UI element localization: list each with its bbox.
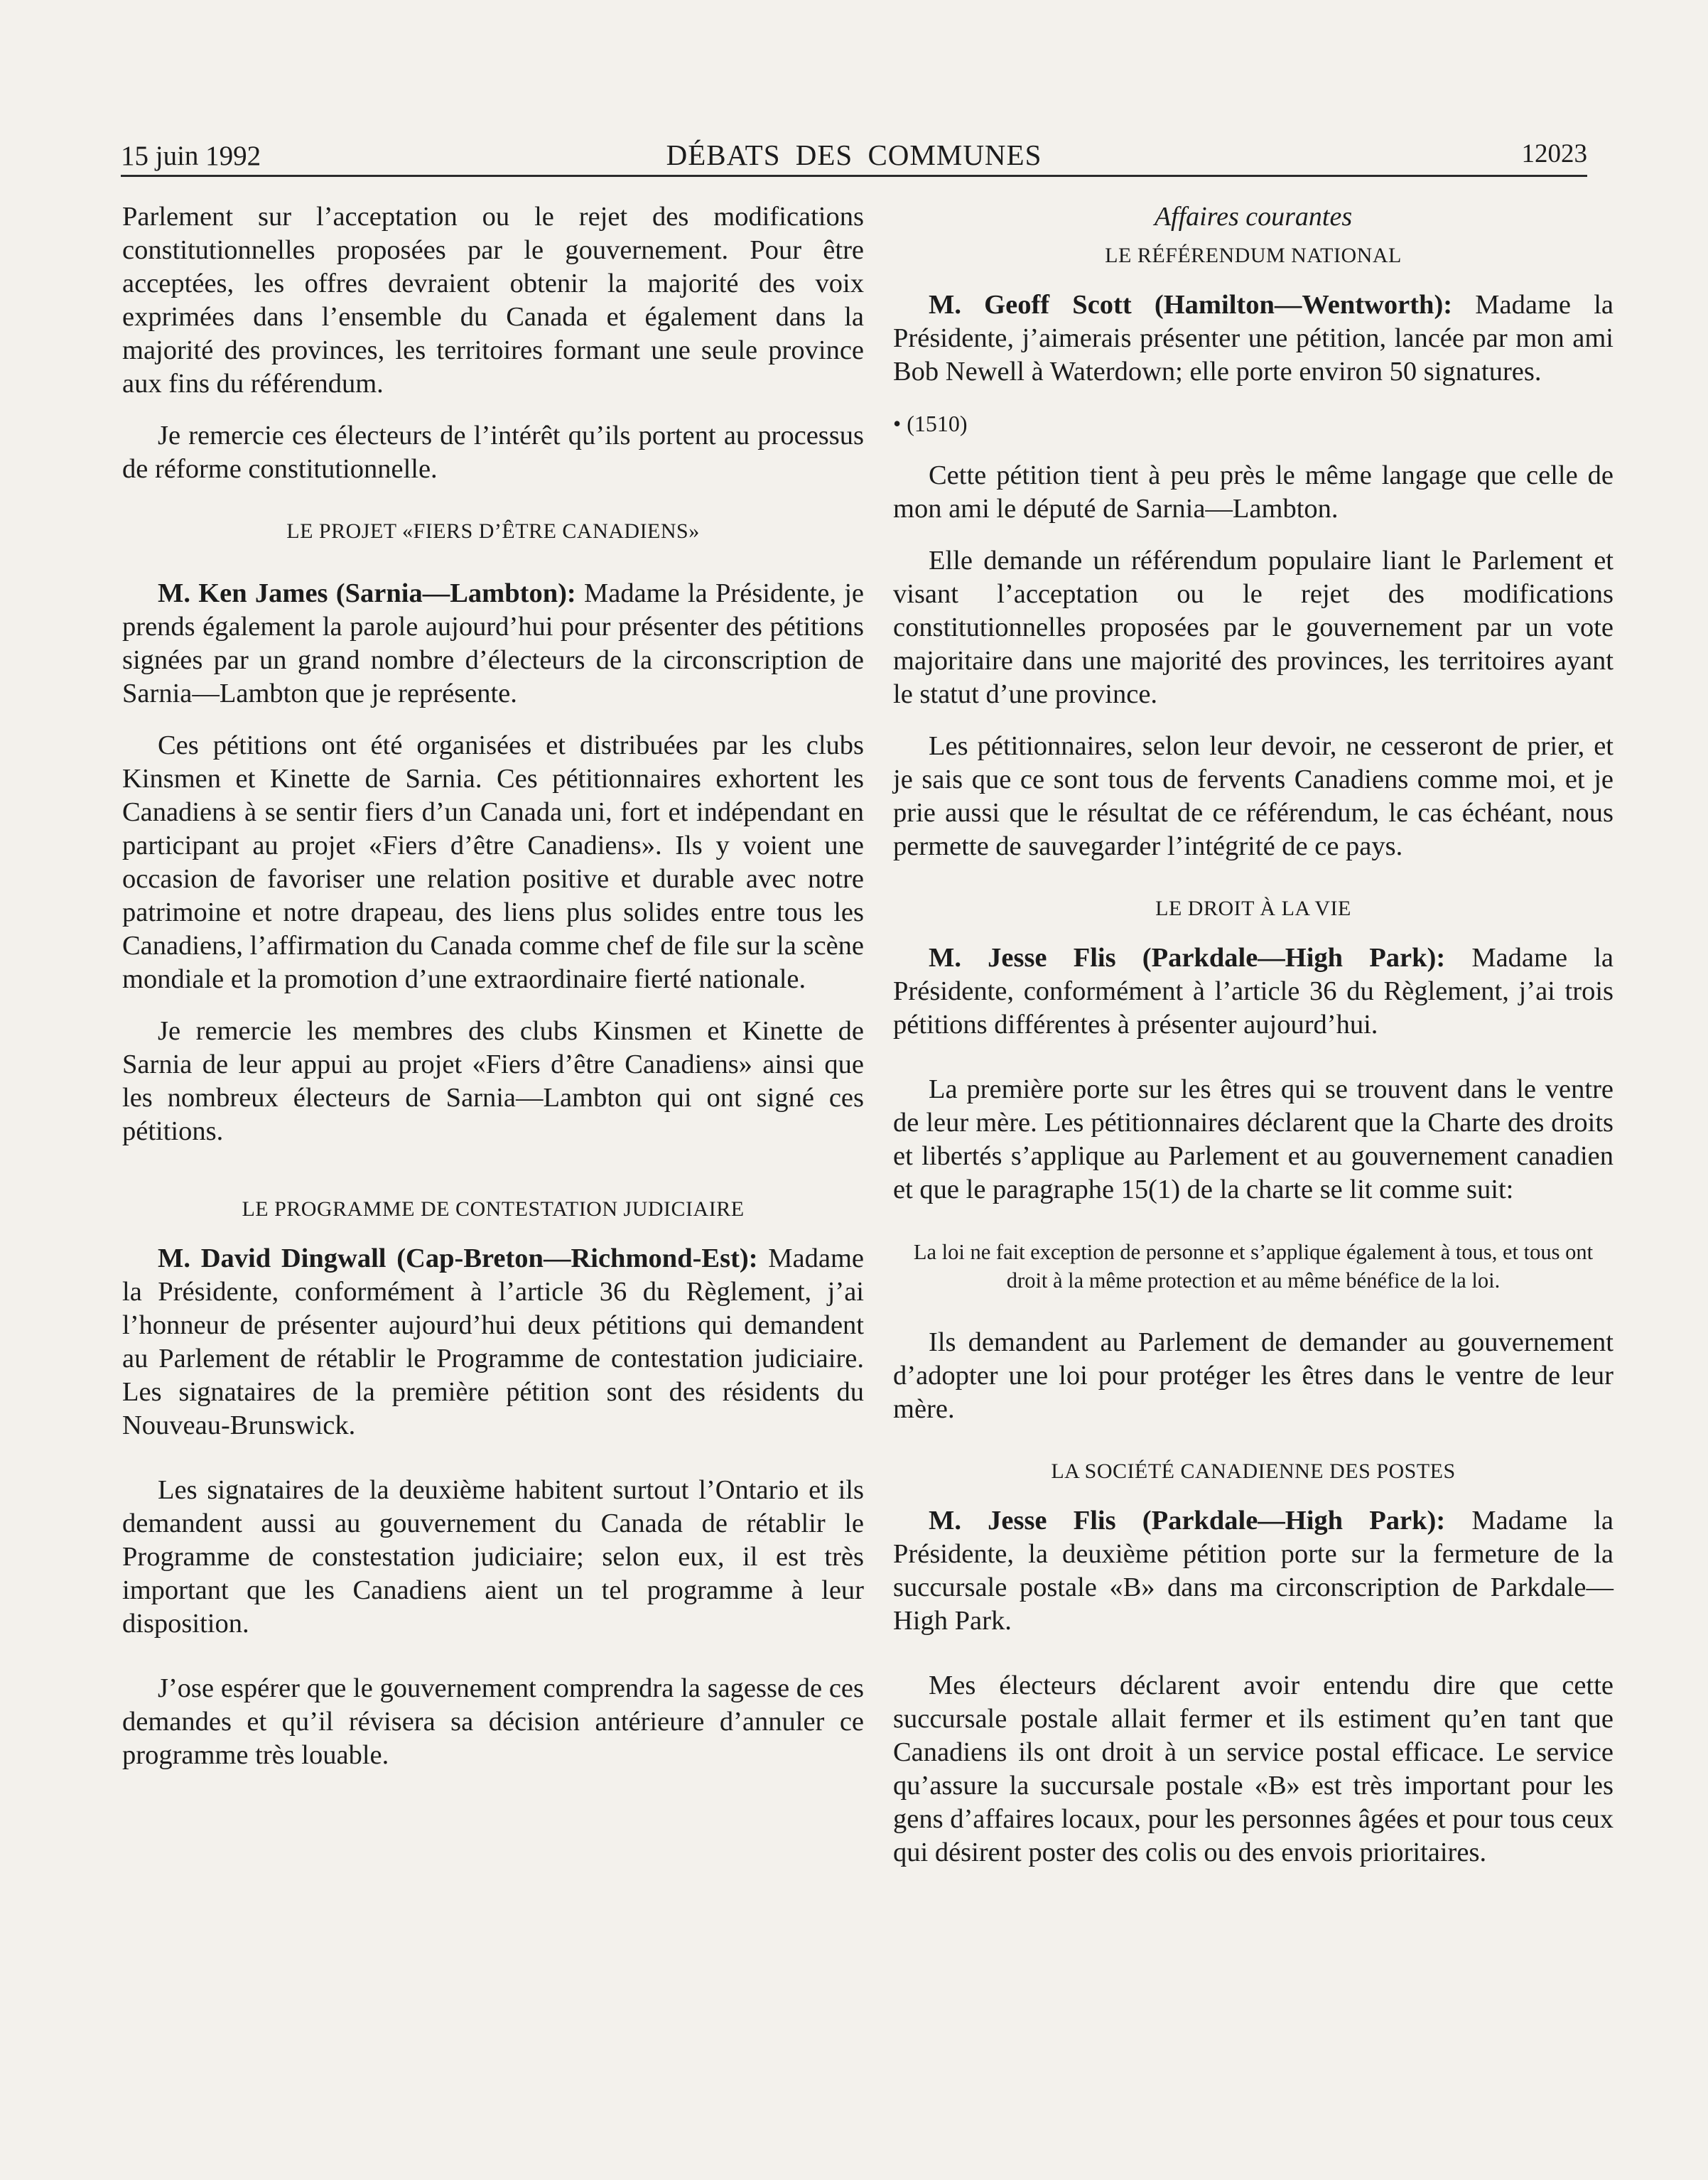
quoted-text: La loi ne fait exception de personne et s’applique également à tous, et tous ont droit à la même protection et au même bénéfice de la loi. xyxy=(913,1240,1594,1293)
section-heading: LA SOCIÉTÉ CANADIENNE DES POSTES xyxy=(1051,1459,1456,1483)
left-column xyxy=(122,200,864,1772)
paragraph: Ces pétitions ont été organisées et distribuées par les clubs Kinsmen et Kinette de Sarnia. Ces pétitionnaires exhortent les Canadiens à se sentir fiers d’un Canada uni, fort et indépendant en participant au projet «Fiers d’être Canadiens». Ils y voient une occasion de favoriser une relation positive et durable avec notre patrimoine et notre drapeau, des liens plus solides entre tous les Canadiens, l’affirmation du Canada comme chef de file sur la scène mondiale et la promotion d’une extraordinaire fierté nationale. xyxy=(122,730,864,994)
speech-text: Madame la Présidente, conformément à l’article 36 du Règlement, j’ai trois pétitions différentes à présenter aujourd’hui. xyxy=(893,943,1614,1040)
speaker-name: M. Geoff Scott (Hamilton—Wentworth): xyxy=(929,290,1453,320)
section-heading: LE PROJET «FIERS D’ÊTRE CANADIENS» xyxy=(286,519,700,543)
header-date: 15 juin 1992 xyxy=(121,141,261,171)
paragraph: Les signataires de la deuxième habitent surtout l’Ontario et ils demandent aussi au gouvernement du Canada de rétablir le Programme de constestation judiciaire; selon eux, il est très important que les Canadiens aient un tel programme à leur disposition. xyxy=(122,1475,864,1639)
time-marker: • (1510) xyxy=(893,411,968,436)
section-heading: LE PROGRAMME DE CONTESTATION JUDICIAIRE xyxy=(242,1197,745,1221)
paragraph: J’ose espérer que le gouvernement comprendra la sagesse de ces demandes et qu’il révisera sa décision antérieure d’annuler ce programme très louable. xyxy=(122,1673,864,1770)
section-title: Affaires courantes xyxy=(1154,202,1353,232)
paragraph: Cette pétition tient à peu près le même langage que celle de mon ami le député de Sarnia—Lambton. xyxy=(893,460,1614,524)
paragraph: Je remercie ces électeurs de l’intérêt qu’ils portent au processus de réforme constitutionnelle. xyxy=(122,421,864,484)
paragraph: La première porte sur les êtres qui se trouvent dans le ventre de leur mère. Les pétitionnaires déclarent que la Charte des droits et libertés s’applique au Parlement et au gouvernement canadien et que le paragraphe 15(1) de la charte se lit comme suit: xyxy=(893,1074,1614,1204)
speaker-name: M. Jesse Flis (Parkdale—High Park): xyxy=(929,943,1446,973)
header-title: DÉBATS DES COMMUNES xyxy=(666,139,1042,171)
section-heading: LE RÉFÉRENDUM NATIONAL xyxy=(1105,244,1402,267)
speech-text: Madame la Présidente, la deuxième pétition porte sur la fermeture de la succursale postale «B» dans ma circonscription de Parkdale—High Park. xyxy=(893,1506,1614,1636)
paragraph: Elle demande un référendum populaire liant le Parlement et visant l’acceptation ou le rejet des modifications constitutionnelles proposées par le gouvernement par un vote majoritaire dans une majorité des provinces, les territoires ayant le statut d’une province. xyxy=(893,546,1614,709)
paragraph: Mes électeurs déclarent avoir entendu dire que cette succursale postale allait fermer et ils estiment qu’en tant que Canadiens ils ont droit à un service postal efficace. Le service qu’assure la succursale postale «B» est très important pour les gens d’affaires locaux, pour les personnes âgées et pour tous ceux qui désirent poster des colis ou des envois prioritaires. xyxy=(893,1671,1614,1867)
speech-text: Madame la Présidente, je prends également la parole aujourd’hui pour présenter des pétitions signées par un grand nombre d’électeurs de la circonscription de Sarnia—Lambton que je représente. xyxy=(122,578,864,708)
speech-paragraph xyxy=(893,941,1614,1042)
paragraph: Les pétitionnaires, selon leur devoir, ne cesseront de prier, et je sais que ce sont tous de fervents Canadiens comme moi, et je prie aussi que le résultat de ce référendum, le cas échéant, nous permette de sauvegarder l’intégrité de ce pays. xyxy=(893,731,1614,861)
section-heading: LE DROIT À LA VIE xyxy=(1155,897,1351,920)
speech-paragraph xyxy=(893,1504,1614,1638)
page-number: 12023 xyxy=(1521,139,1587,168)
speech-text: Madame la Présidente, conformément à l’article 36 du Règlement, j’ai l’honneur de présenter aujourd’hui deux pétitions qui demandent au Parlement de rétablir le Programme de contestation judiciaire. Les signataires de la première pétition sont des résidents du Nouveau-Brunswick. xyxy=(122,1243,864,1440)
speaker-name: M. Jesse Flis (Parkdale—High Park): xyxy=(929,1506,1446,1536)
paragraph: Ils demandent au Parlement de demander au gouvernement d’adopter une loi pour protéger les êtres dans le ventre de leur mère. xyxy=(893,1327,1614,1424)
paragraph: Je remercie les membres des clubs Kinsmen et Kinette de Sarnia de leur appui au projet «Fiers d’être Canadiens» ainsi que les nombreux électeurs de Sarnia—Lambton qui ont signé ces pétitions. xyxy=(122,1016,864,1146)
right-column xyxy=(893,200,1614,1869)
page-header xyxy=(121,134,1587,177)
speech-paragraph xyxy=(893,288,1614,389)
paragraph: Parlement sur l’acceptation ou le rejet des modifications constitutionnelles proposées par le gouvernement. Pour être acceptées, les offres devraient obtenir la majorité des voix exprimées dans l’ensemble du Canada et également dans la majorité des provinces, les territoires formant une seule province aux fins du référendum. xyxy=(122,202,864,399)
speech-text: Madame la Présidente, j’aimerais présenter une pétition, lancée par mon ami Bob Newell à Waterdown; elle porte environ 50 signatures. xyxy=(893,290,1614,387)
speaker-name: M. Ken James (Sarnia—Lambton): xyxy=(158,578,576,608)
speaker-name: M. David Dingwall (Cap-Breton—Richmond-Est): xyxy=(158,1243,758,1273)
speech-paragraph xyxy=(122,577,864,711)
speech-paragraph xyxy=(122,1242,864,1442)
